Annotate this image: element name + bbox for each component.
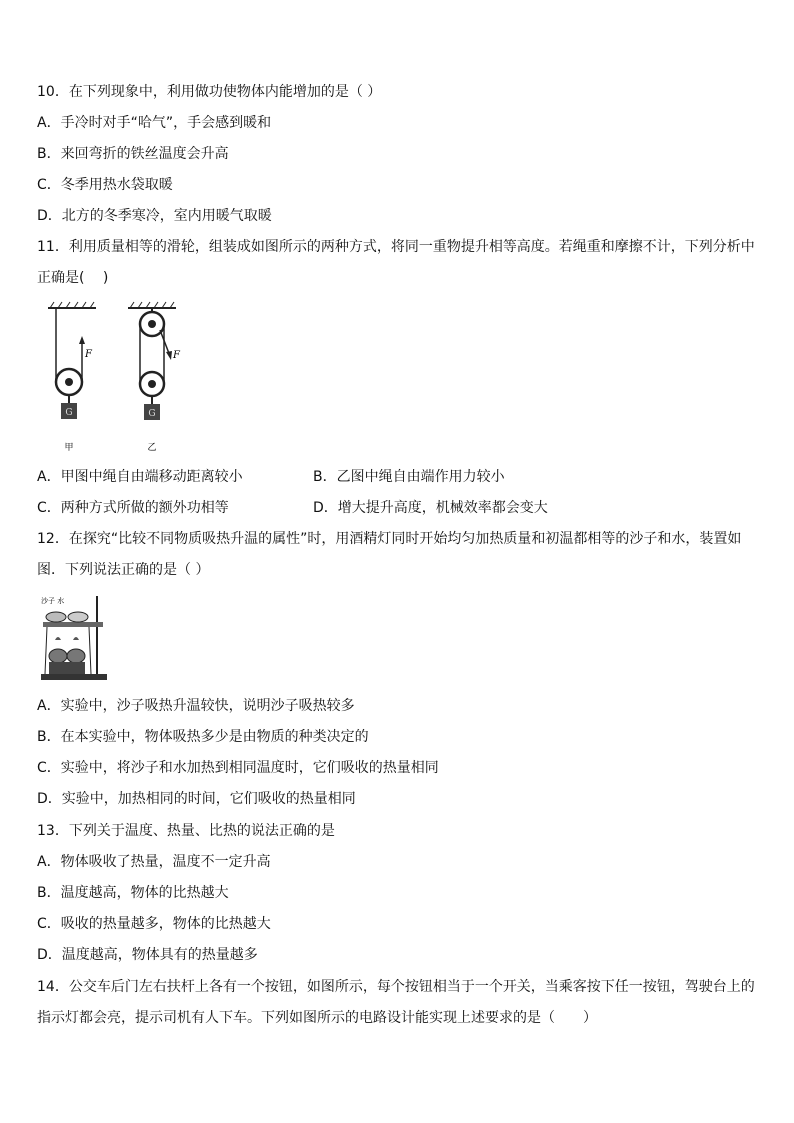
q11-stem-line2: 正确是( ) [37,270,109,286]
q13-option-b: B．温度越高，物体的比热越大 [37,885,229,901]
caption-left: 甲 [64,443,74,453]
q10-option-a: A．手冷时对手“哈气”，手会感到暖和 [37,115,272,131]
q10-option-d: D．北方的冬季寒冷，室内用暖气取暖 [37,208,272,224]
q13-option-a: A．物体吸收了热量，温度不一定升高 [37,854,271,870]
q12-stem-line2: 图．下列说法正确的是（ ） [37,562,210,578]
figure-label: 沙子 水 [41,597,65,605]
q12-option-a: A．实验中，沙子吸热升温较快，说明沙子吸热较多 [37,698,355,714]
caption-right: 乙 [147,443,157,453]
q12-option-b: B．在本实验中，物体吸热多少是由物质的种类决定的 [37,729,369,745]
q11-option-c: C．两种方式所做的额外功相等 [37,500,229,516]
q11-option-b: B．乙图中绳自由端作用力较小 [313,469,505,485]
q12-option-d: D．实验中，加热相同的时间，它们吸收的热量相同 [37,791,356,807]
q10-stem: 10．在下列现象中，利用做功使物体内能增加的是（ ） [37,84,382,100]
q12-stem-line1: 12．在探究“比较不同物质吸热升温的属性”时，用酒精灯同时开始均匀加热质量和初温都相等的沙子和水，装置如 [37,531,742,547]
q10-option-b: B．来回弯折的铁丝温度会升高 [37,146,229,162]
q14-stem-line2: 指示灯都会亮，提示司机有人下车。下列如图所示的电路设计能实现上述要求的是（ ） [37,1010,597,1026]
force-label-left: F [85,349,92,360]
q13-option-c: C．吸收的热量越多，物体的比热越大 [37,916,271,932]
q11-option-a: A．甲图中绳自由端移动距离较小 [37,469,243,485]
weight-label-left: G [65,408,73,418]
q12-option-c: C．实验中，将沙子和水加热到相同温度时，它们吸收的热量相同 [37,760,439,776]
q14-stem-line1: 14．公交车后门左右扶杆上各有一个按钮，如图所示，每个按钮相当于一个开关，当乘客按下任一按钮，驾驶台上的 [37,979,755,995]
q11-stem-line1: 11．利用质量相等的滑轮，组装成如图所示的两种方式，将同一重物提升相等高度。若绳重和摩擦不计，下列分析中 [37,239,755,255]
heating-apparatus-figure [37,592,111,684]
q10-option-c: C．冬季用热水袋取暖 [37,177,173,193]
force-label-right: F [173,350,180,361]
q13-stem: 13．下列关于温度、热量、比热的说法正确的是 [37,823,335,839]
q11-option-d: D．增大提升高度，机械效率都会变大 [313,500,548,516]
weight-label-right: G [148,409,156,419]
q13-option-d: D．温度越高，物体具有的热量越多 [37,947,258,963]
pulley-figure [40,300,200,460]
